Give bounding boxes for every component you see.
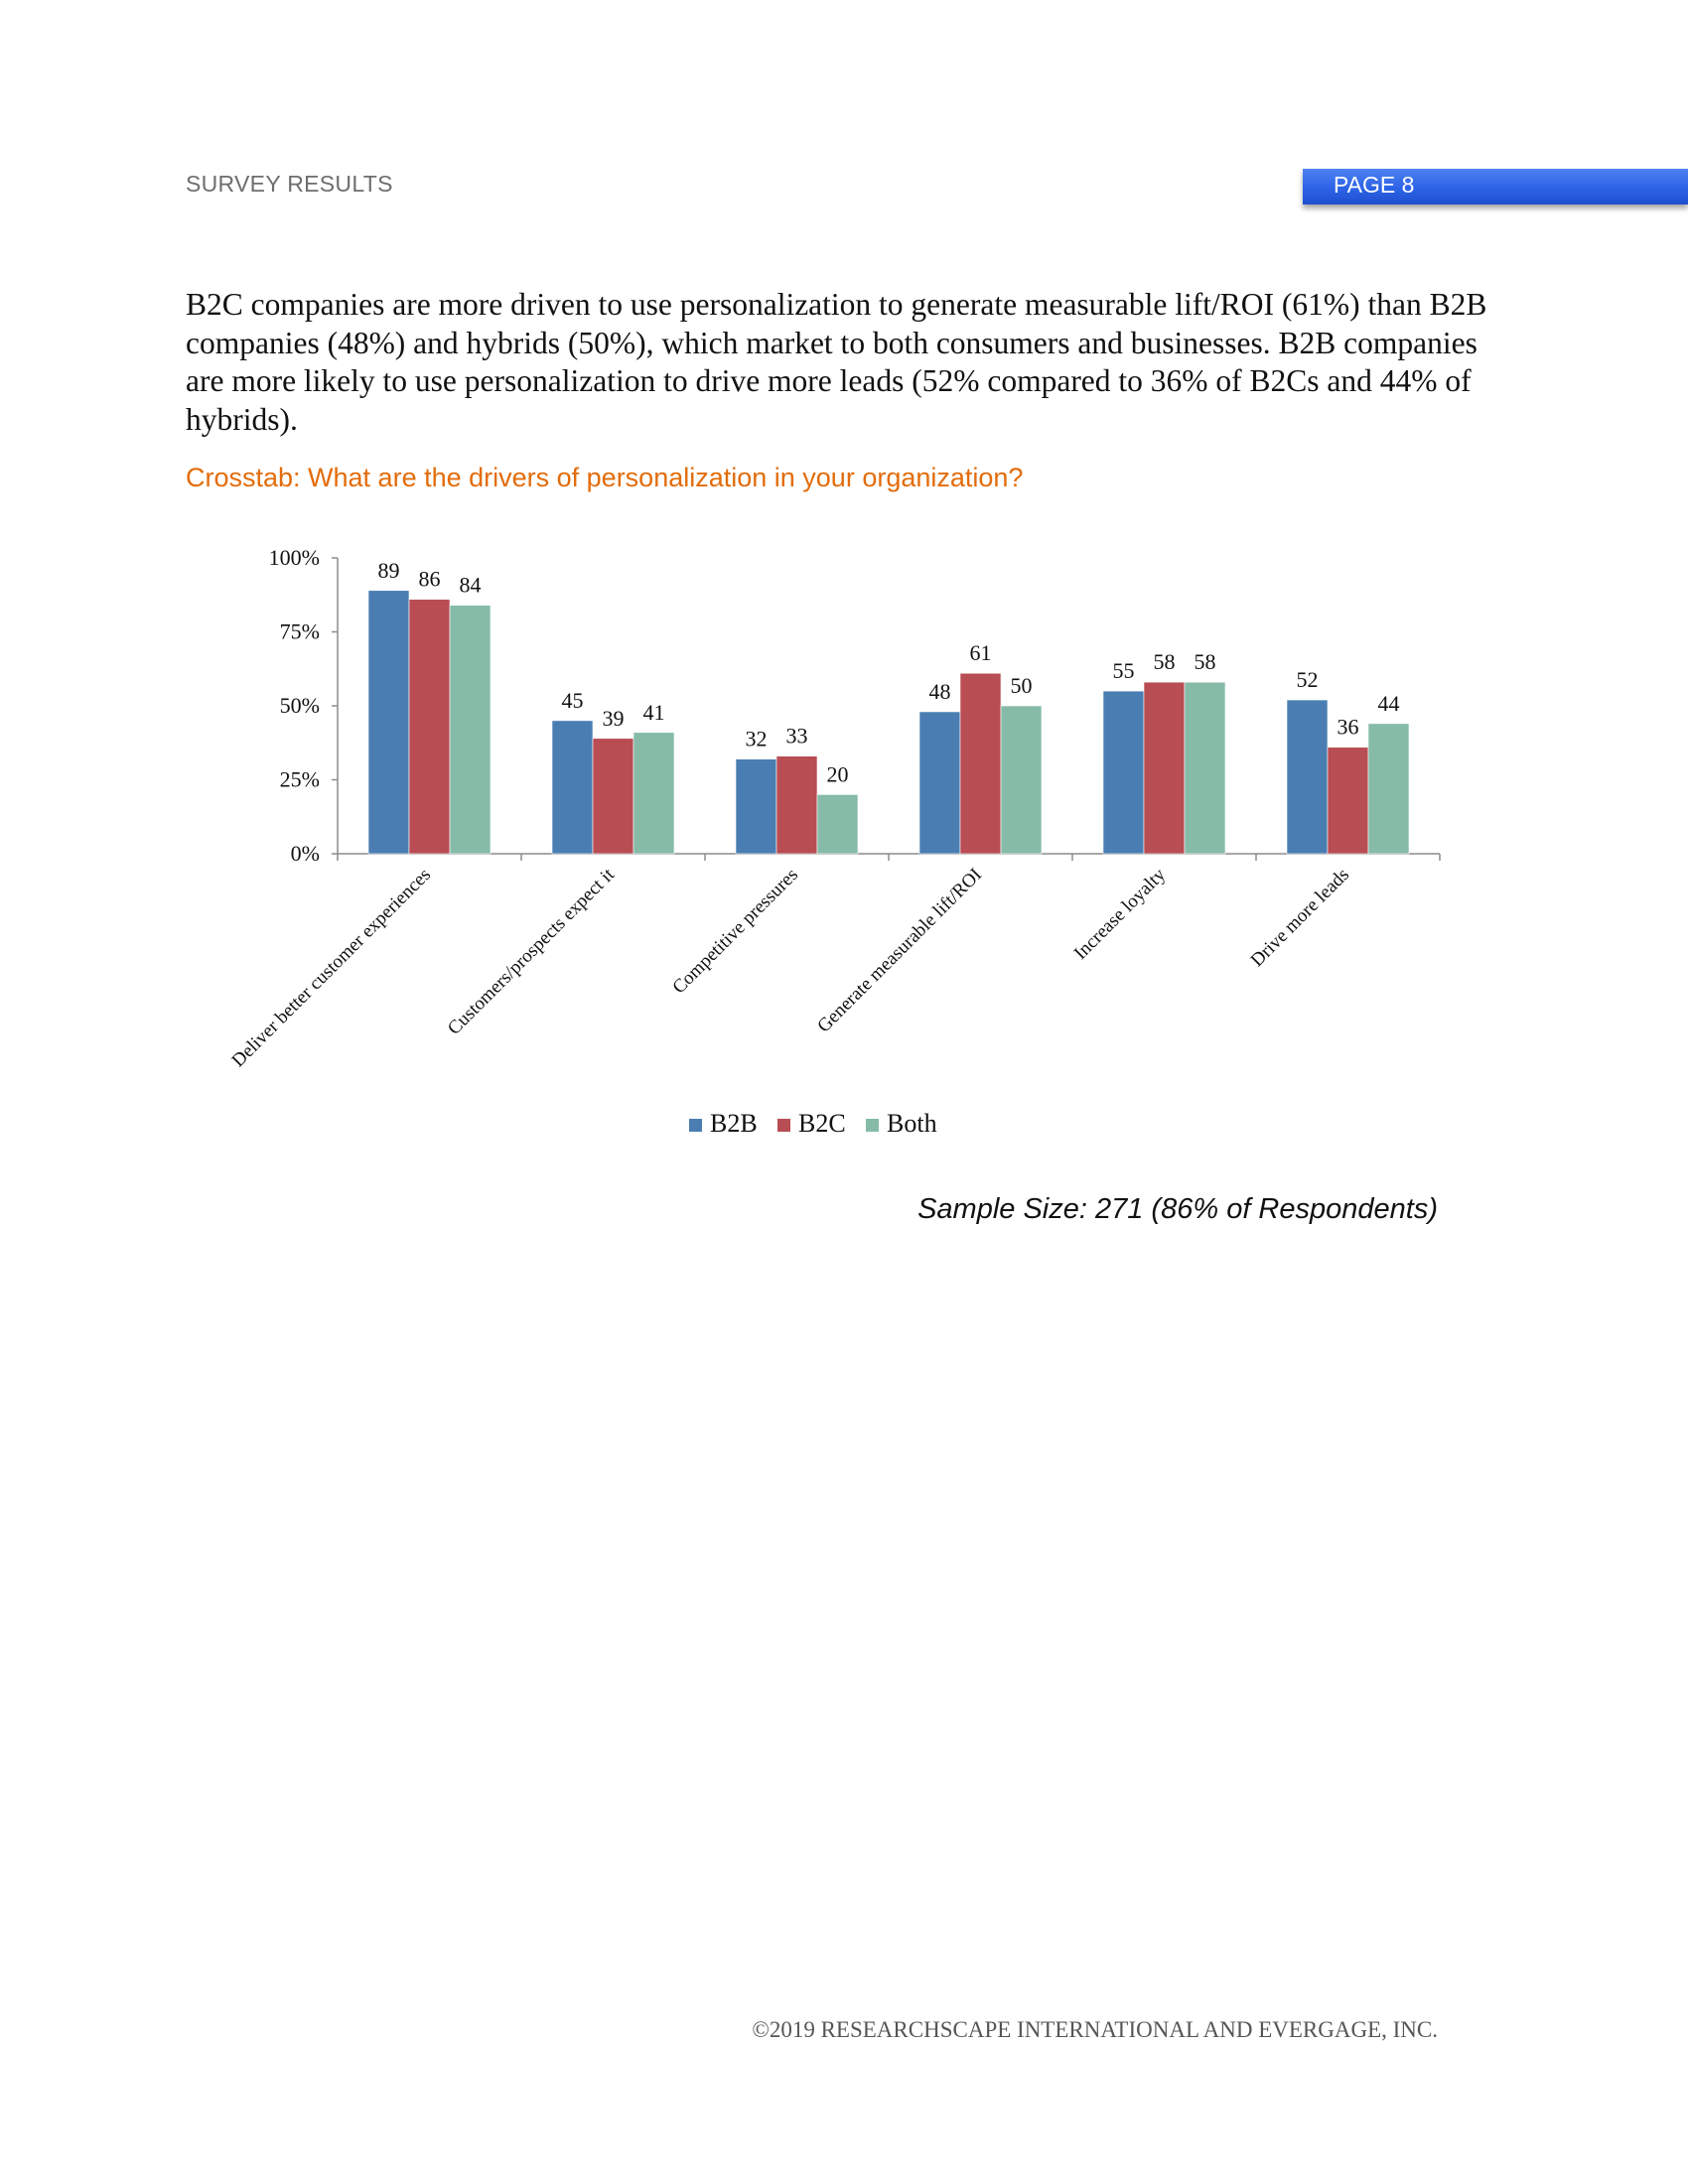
x-category-label: Competitive pressures [668, 864, 803, 999]
bar-b2c [409, 600, 450, 854]
data-label: 41 [642, 699, 665, 725]
y-tick-label: 100% [268, 545, 320, 570]
data-label: 32 [745, 726, 768, 751]
legend-label: B2B [710, 1109, 758, 1138]
y-tick-label: 25% [279, 766, 320, 792]
legend-swatch-b2c [777, 1119, 790, 1132]
bar-both [817, 794, 858, 854]
data-label: 58 [1194, 649, 1216, 675]
data-label: 36 [1336, 714, 1359, 740]
data-label: 39 [602, 705, 625, 731]
page-number-label: PAGE 8 [1334, 172, 1415, 198]
bar-both [450, 606, 491, 854]
legend-label: Both [887, 1109, 937, 1138]
data-label: 20 [826, 761, 849, 787]
section-label: SURVEY RESULTS [186, 171, 393, 197]
bar-b2b [368, 591, 409, 854]
data-label: 89 [377, 557, 400, 583]
bar-b2b [552, 721, 593, 854]
x-category-label: Customers/prospects expect it [443, 864, 620, 1039]
data-label: 61 [969, 640, 992, 666]
copyright-footer: ©2019 RESEARCHSCAPE INTERNATIONAL AND EVERGAGE, INC. [752, 2017, 1438, 2042]
bar-b2b [1103, 691, 1144, 854]
bar-b2c [593, 739, 633, 854]
data-label: 48 [928, 678, 951, 704]
data-label: 45 [561, 687, 584, 713]
x-category-label: Increase loyalty [1069, 864, 1171, 964]
bar-both [1001, 706, 1042, 854]
bar-b2b [1287, 700, 1328, 854]
bar-both [1368, 724, 1409, 854]
legend-swatch-both [866, 1119, 879, 1132]
x-category-label: Deliver better customer experiences [227, 864, 436, 1072]
legend-swatch-b2b [689, 1119, 702, 1132]
y-tick-label: 50% [279, 693, 320, 718]
bar-b2c [1328, 748, 1368, 854]
crosstab-question: Crosstab: What are the drivers of personalization in your organization? [186, 463, 1024, 492]
bar-both [633, 733, 674, 854]
y-tick-label: 0% [290, 841, 320, 866]
y-tick-label: 75% [279, 618, 320, 644]
bar-b2b [919, 712, 960, 854]
legend-label: B2C [798, 1109, 846, 1138]
bar-both [1185, 682, 1225, 854]
bar-b2b [736, 759, 776, 854]
x-category-label: Generate measurable lift/ROI [813, 864, 987, 1037]
bar-b2c [960, 673, 1001, 854]
data-label: 55 [1112, 658, 1135, 684]
intro-paragraph: B2C companies are more driven to use personalization to generate measurable lift/ROI (61%) than B2B companies (48%) and hybrids (50%), which market to both consumers and businesses. B2B companies are more likely to use personalization to drive more leads (52% compared to 36% of B2Cs and 44% of hybrids). [186, 287, 1487, 437]
bar-b2c [1144, 682, 1185, 854]
data-label: 33 [785, 723, 808, 749]
data-label: 84 [459, 572, 482, 598]
data-label: 50 [1010, 673, 1033, 698]
data-label: 52 [1296, 667, 1319, 693]
data-label: 44 [1377, 690, 1400, 716]
sample-size-note: Sample Size: 271 (86% of Respondents) [917, 1193, 1438, 1225]
data-label: 58 [1153, 649, 1176, 675]
data-label: 86 [418, 566, 441, 592]
bar-b2c [776, 756, 817, 854]
x-category-label: Drive more leads [1246, 864, 1354, 972]
